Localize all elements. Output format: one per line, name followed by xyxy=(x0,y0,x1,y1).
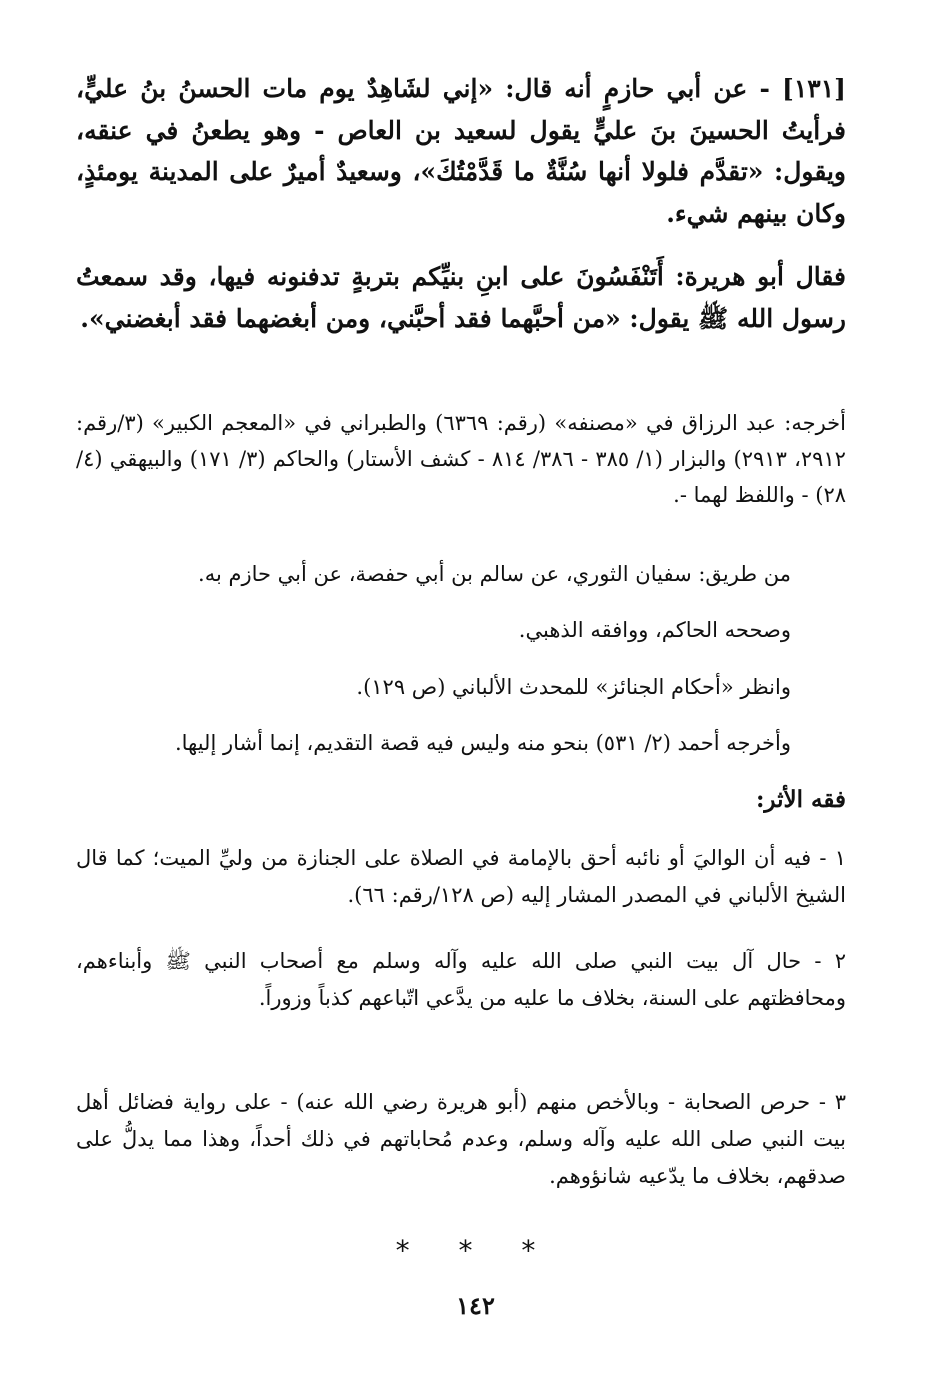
hadith-text-1: - عن أبي حازمٍ أنه قال: «إني لشَاهِدٌ يوم مات الحسنُ بنُ عليٍّ، فرأيتُ الحسينَ بنَ عليٍّ يقول لسعيد بن العاص - وهو يطعنُ في عنقه، ويقول: «تقدَّم فلولا أنها سُنَّةٌ ما قَدَّمْتُكَ»، وسعيدٌ أميرٌ على المدينة يومئذٍ، وكان بينهم شيء. xyxy=(76,74,846,228)
fiqh-heading: فقه الأثر: xyxy=(755,786,846,813)
fiqh-point-2: ٢ - حال آل بيت النبي صلى الله عليه وآله وسلم مع أصحاب النبي ﷺ وأبناءهم، ومحافظتهم على السنة، بخلاف ما عليه من يدَّعي اتّباعهم كذباً وزوراً. xyxy=(76,949,846,1010)
fiqh-point-3: ٣ - حرص الصحابة - وبالأخص منهم (أبو هريرة رضي الله عنه) - على رواية فضائل أهل بيت النبي صلى الله عليه وآله وسلم، وعدم مُحاباتهم في ذلك أحداً، وهذا مما يدلُّ على صدقهم، بخلاف ما يدّعيه شانؤوهم. xyxy=(76,1090,846,1188)
takhrij-ahmad: وأخرجه أحمد (٢/ ٥٣١) بنحو منه وليس فيه قصة التقديم، إنما أشار إليها. xyxy=(174,731,791,755)
section-separator: * * * xyxy=(395,1234,556,1267)
takhrij-chain: من طريق: سفيان الثوري، عن سالم بن أبي حفصة، عن أبي حازم به. xyxy=(198,562,791,586)
takhrij-paragraph: أخرجه: عبد الرزاق في «مصنفه» (رقم: ٦٣٦٩) والطبراني في «المعجم الكبير» (٣/رقم: ٢٩١٢، ٢٩١٣) والبزار (١/ ٣٨٥ - ٣٨٦/ ٨١٤ - كشف الأستار) والحاكم (٣/ ١٧١) والبيهقي (٤/ ٢٨) - واللفظ لهما -. xyxy=(76,411,846,507)
hadith-number: [١٣١] xyxy=(782,74,846,103)
page-number: ١٤٢ xyxy=(456,1291,495,1320)
takhrij-grading: وصححه الحاكم، ووافقه الذهبي. xyxy=(518,618,791,642)
takhrij-reference: وانظر «أحكام الجنائز» للمحدث الألباني (ص ١٢٩). xyxy=(356,675,791,699)
hadith-paragraph-1 xyxy=(76,68,846,234)
hadith-paragraph-2: فقال أبو هريرة: أَتَنْفَسُونَ على ابنِ بنيِّكم بتربةٍ تدفنونه فيها، وقد سمعتُ رسول الله ﷺ يقول: «من أحبَّهما فقد أحبَّني، ومن أبغضهما فقد أبغضني». xyxy=(76,262,846,333)
fiqh-point-1: ١ - فيه أن الواليَ أو نائبه أحق بالإمامة في الصلاة على الجنازة من وليِّ الميت؛ كما قال الشيخ الألباني في المصدر المشار إليه (ص ١٢٨/رقم: ٦٦). xyxy=(76,846,846,907)
